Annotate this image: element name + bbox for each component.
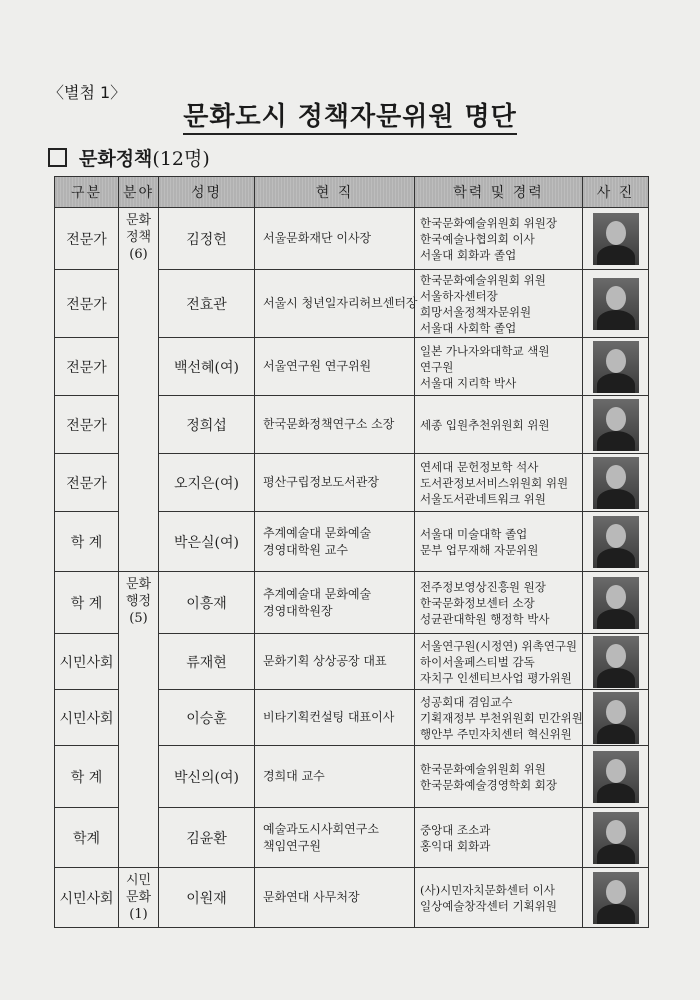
field-group-label-line: (6) [129, 247, 148, 262]
education-career [415, 808, 583, 868]
field-group [119, 868, 159, 928]
checkbox-square-icon [48, 148, 67, 167]
current-position [255, 208, 415, 270]
position-line: 서울문화재단 이사장 [263, 231, 372, 245]
current-position [255, 808, 415, 868]
member-photo [583, 868, 649, 928]
education-career [415, 746, 583, 808]
portrait-head [606, 524, 626, 548]
current-position [255, 512, 415, 572]
career-line: 서울연구원(시정연) 위촉연구원 [420, 638, 578, 653]
member-type: 전문가 [55, 270, 119, 338]
current-position [255, 572, 415, 634]
career-line: 서울대 사회학 졸업 [420, 320, 517, 335]
position-line: 비타기획컨설팅 대표이사 [263, 710, 395, 724]
member-name: 이흥재 [159, 572, 255, 634]
position-line: 평산구립정보도서관장 [263, 475, 379, 489]
portrait-photo-icon [593, 812, 639, 864]
position-line: 서울시 청년일자리허브센터장 [263, 296, 418, 310]
position-line: 추계예술대 문화예술 [263, 586, 372, 601]
member-photo [583, 512, 649, 572]
member-type: 시민사회 [55, 690, 119, 746]
education-career [415, 572, 583, 634]
portrait-photo-icon [593, 872, 639, 924]
member-name: 김정헌 [159, 208, 255, 270]
col-header-field: 분야 [119, 177, 159, 208]
portrait-body [597, 310, 635, 330]
position-line: 예술과도시사회연구소 [263, 821, 379, 836]
career-line: 전주정보영상진흥원 원장 [420, 579, 546, 594]
career-line: 성공회대 겸임교수 [420, 694, 513, 709]
position-line: 추계예술대 문화예술 [263, 525, 372, 540]
page-title-text: 문화도시 정책자문위원 명단 [183, 102, 517, 135]
education-career [415, 868, 583, 928]
member-photo [583, 634, 649, 690]
member-photo [583, 270, 649, 338]
member-type: 시민사회 [55, 634, 119, 690]
member-type: 학 계 [55, 746, 119, 808]
member-name: 이승훈 [159, 690, 255, 746]
current-position [255, 270, 418, 338]
member-type: 학계 [55, 808, 119, 868]
portrait-head [606, 465, 626, 489]
field-group-label-line: 정책 [125, 230, 152, 245]
career-line: 기획재정부 부천위원회 민간위원 [420, 710, 583, 725]
member-type: 전문가 [55, 454, 119, 512]
col-header-career: 학력 및 경력 [415, 177, 583, 208]
career-line: 서울도서관네트워크 위원 [420, 491, 546, 506]
member-name: 전효관 [159, 270, 255, 338]
section-heading [48, 144, 210, 171]
current-position [255, 634, 415, 690]
career-line: (사)시민자치문화센터 이사 [420, 882, 555, 897]
portrait-head [606, 644, 626, 668]
col-header-position: 현 직 [255, 177, 415, 208]
member-photo [583, 746, 649, 808]
member-photo [583, 808, 649, 868]
portrait-body [597, 844, 635, 864]
portrait-body [597, 548, 635, 568]
career-line: 연구원 [420, 359, 454, 374]
career-line: 서울대 미술대학 졸업 [420, 526, 528, 541]
field-group-label-line: 시민 [125, 873, 152, 888]
col-header-type: 구분 [55, 177, 119, 208]
career-line: 한국문화예술위원회 위원장 [420, 215, 557, 230]
member-photo [583, 690, 649, 746]
member-name: 백선혜(여) [159, 338, 255, 396]
section-count: (12명) [152, 148, 210, 170]
education-career [415, 396, 583, 454]
attachment-label: 〈별첨 1〉 [48, 83, 127, 102]
portrait-photo-icon [593, 341, 639, 393]
portrait-head [606, 880, 626, 904]
portrait-head [606, 585, 626, 609]
advisory-committee-table [54, 176, 649, 928]
portrait-head [606, 700, 626, 724]
member-name: 정희섭 [159, 396, 255, 454]
portrait-body [597, 431, 635, 451]
career-line: 행안부 주민자치센터 혁신위원 [420, 726, 572, 741]
portrait-photo-icon [593, 399, 639, 451]
field-group-label-line: 문화 [125, 213, 152, 228]
current-position [255, 868, 415, 928]
table-row [55, 868, 649, 928]
career-line: 성균관대학원 행정학 박사 [420, 611, 550, 626]
member-name: 류재현 [159, 634, 255, 690]
field-group-label-line: 행정 [125, 594, 152, 609]
education-career [415, 512, 583, 572]
field-group-label-line: (1) [129, 907, 148, 922]
col-header-photo: 사 진 [583, 177, 649, 208]
portrait-head [606, 407, 626, 431]
position-line: 책임연구원 [263, 838, 321, 853]
portrait-body [597, 904, 635, 924]
career-line: 희망서울정책자문위원 [420, 304, 532, 319]
portrait-body [597, 245, 635, 265]
career-line: 홍익대 회화과 [420, 838, 491, 853]
career-line: 일상예술창작센터 기획위원 [420, 898, 557, 913]
col-header-name: 성명 [159, 177, 255, 208]
member-name: 이원재 [159, 868, 255, 928]
table-body [55, 208, 649, 928]
member-type: 전문가 [55, 396, 119, 454]
member-type: 전문가 [55, 338, 119, 396]
portrait-body [597, 373, 635, 393]
portrait-head [606, 221, 626, 245]
member-type: 학 계 [55, 512, 119, 572]
current-position [255, 338, 415, 396]
career-line: 일본 가나자와대학교 색원 [420, 343, 550, 358]
table-row [55, 572, 649, 634]
current-position [255, 454, 415, 512]
portrait-head [606, 759, 626, 783]
career-line: 한국문화예술경영학회 회장 [420, 777, 557, 792]
position-line: 문화기획 상상공장 대표 [263, 654, 387, 668]
portrait-photo-icon [593, 516, 639, 568]
career-line: 도서관정보서비스위원회 위원 [420, 475, 569, 490]
portrait-body [597, 489, 635, 509]
table-row [55, 208, 649, 270]
field-group [119, 572, 159, 868]
member-name: 박은실(여) [159, 512, 255, 572]
career-line: 한국예술나협의회 이사 [420, 231, 535, 246]
field-group-label-line: 문화 [125, 890, 152, 905]
position-line: 경영대학원장 [263, 603, 333, 618]
portrait-photo-icon [593, 636, 639, 688]
member-photo [583, 208, 649, 270]
career-line: 서울대 회화과 졸업 [420, 247, 517, 262]
career-line: 자치구 인센티브사업 평가위원 [420, 670, 572, 685]
position-line: 문화연대 사무처장 [263, 890, 360, 904]
portrait-body [597, 668, 635, 688]
member-photo [583, 396, 649, 454]
portrait-photo-icon [593, 457, 639, 509]
portrait-body [597, 783, 635, 803]
portrait-body [597, 609, 635, 629]
education-career [415, 690, 583, 746]
education-career [415, 338, 583, 396]
member-type: 시민사회 [55, 868, 119, 928]
career-line: 중앙대 조소과 [420, 822, 491, 837]
member-name: 오지은(여) [159, 454, 255, 512]
section-label: 문화정책 [79, 148, 153, 170]
education-career [415, 208, 583, 270]
current-position [255, 746, 415, 808]
career-line: 하이서울페스티벌 감독 [420, 654, 535, 669]
page-title [0, 96, 700, 133]
member-photo [583, 572, 649, 634]
portrait-photo-icon [593, 751, 639, 803]
member-type: 학 계 [55, 572, 119, 634]
position-line: 한국문화정책연구소 소장 [263, 417, 395, 431]
portrait-head [606, 286, 626, 310]
education-career [415, 454, 583, 512]
position-line: 경영대학원 교수 [263, 542, 348, 557]
field-group [119, 208, 159, 572]
current-position [255, 690, 415, 746]
current-position [255, 396, 415, 454]
education-career [415, 634, 583, 690]
career-line: 한국문화예술위원회 위원 [420, 761, 546, 776]
field-group-label-line: 문화 [125, 577, 152, 592]
portrait-photo-icon [593, 577, 639, 629]
portrait-photo-icon [593, 278, 639, 330]
portrait-head [606, 349, 626, 373]
portrait-head [606, 820, 626, 844]
portrait-photo-icon [593, 213, 639, 265]
member-photo [583, 338, 649, 396]
career-line: 서울하자센터장 [420, 288, 498, 303]
member-name: 김윤환 [159, 808, 255, 868]
portrait-photo-icon [593, 692, 639, 744]
portrait-body [597, 724, 635, 744]
career-line: 서울대 지리학 박사 [420, 375, 517, 390]
career-line: 연세대 문헌정보학 석사 [420, 459, 539, 474]
table-header-row [55, 177, 649, 208]
education-career [415, 270, 583, 338]
career-line: 문부 업무재해 자문위원 [420, 542, 539, 557]
career-line: 한국문화예술위원회 위원 [420, 272, 546, 287]
field-group-label-line: (5) [129, 611, 148, 626]
member-photo [583, 454, 649, 512]
position-line: 서울연구원 연구위원 [263, 359, 372, 373]
member-type: 전문가 [55, 208, 119, 270]
career-line: 한국문화정보센터 소장 [420, 595, 535, 610]
career-line: 세종 입원추천위원회 위원 [420, 417, 550, 432]
member-name: 박신의(여) [159, 746, 255, 808]
position-line: 경희대 교수 [263, 769, 325, 783]
